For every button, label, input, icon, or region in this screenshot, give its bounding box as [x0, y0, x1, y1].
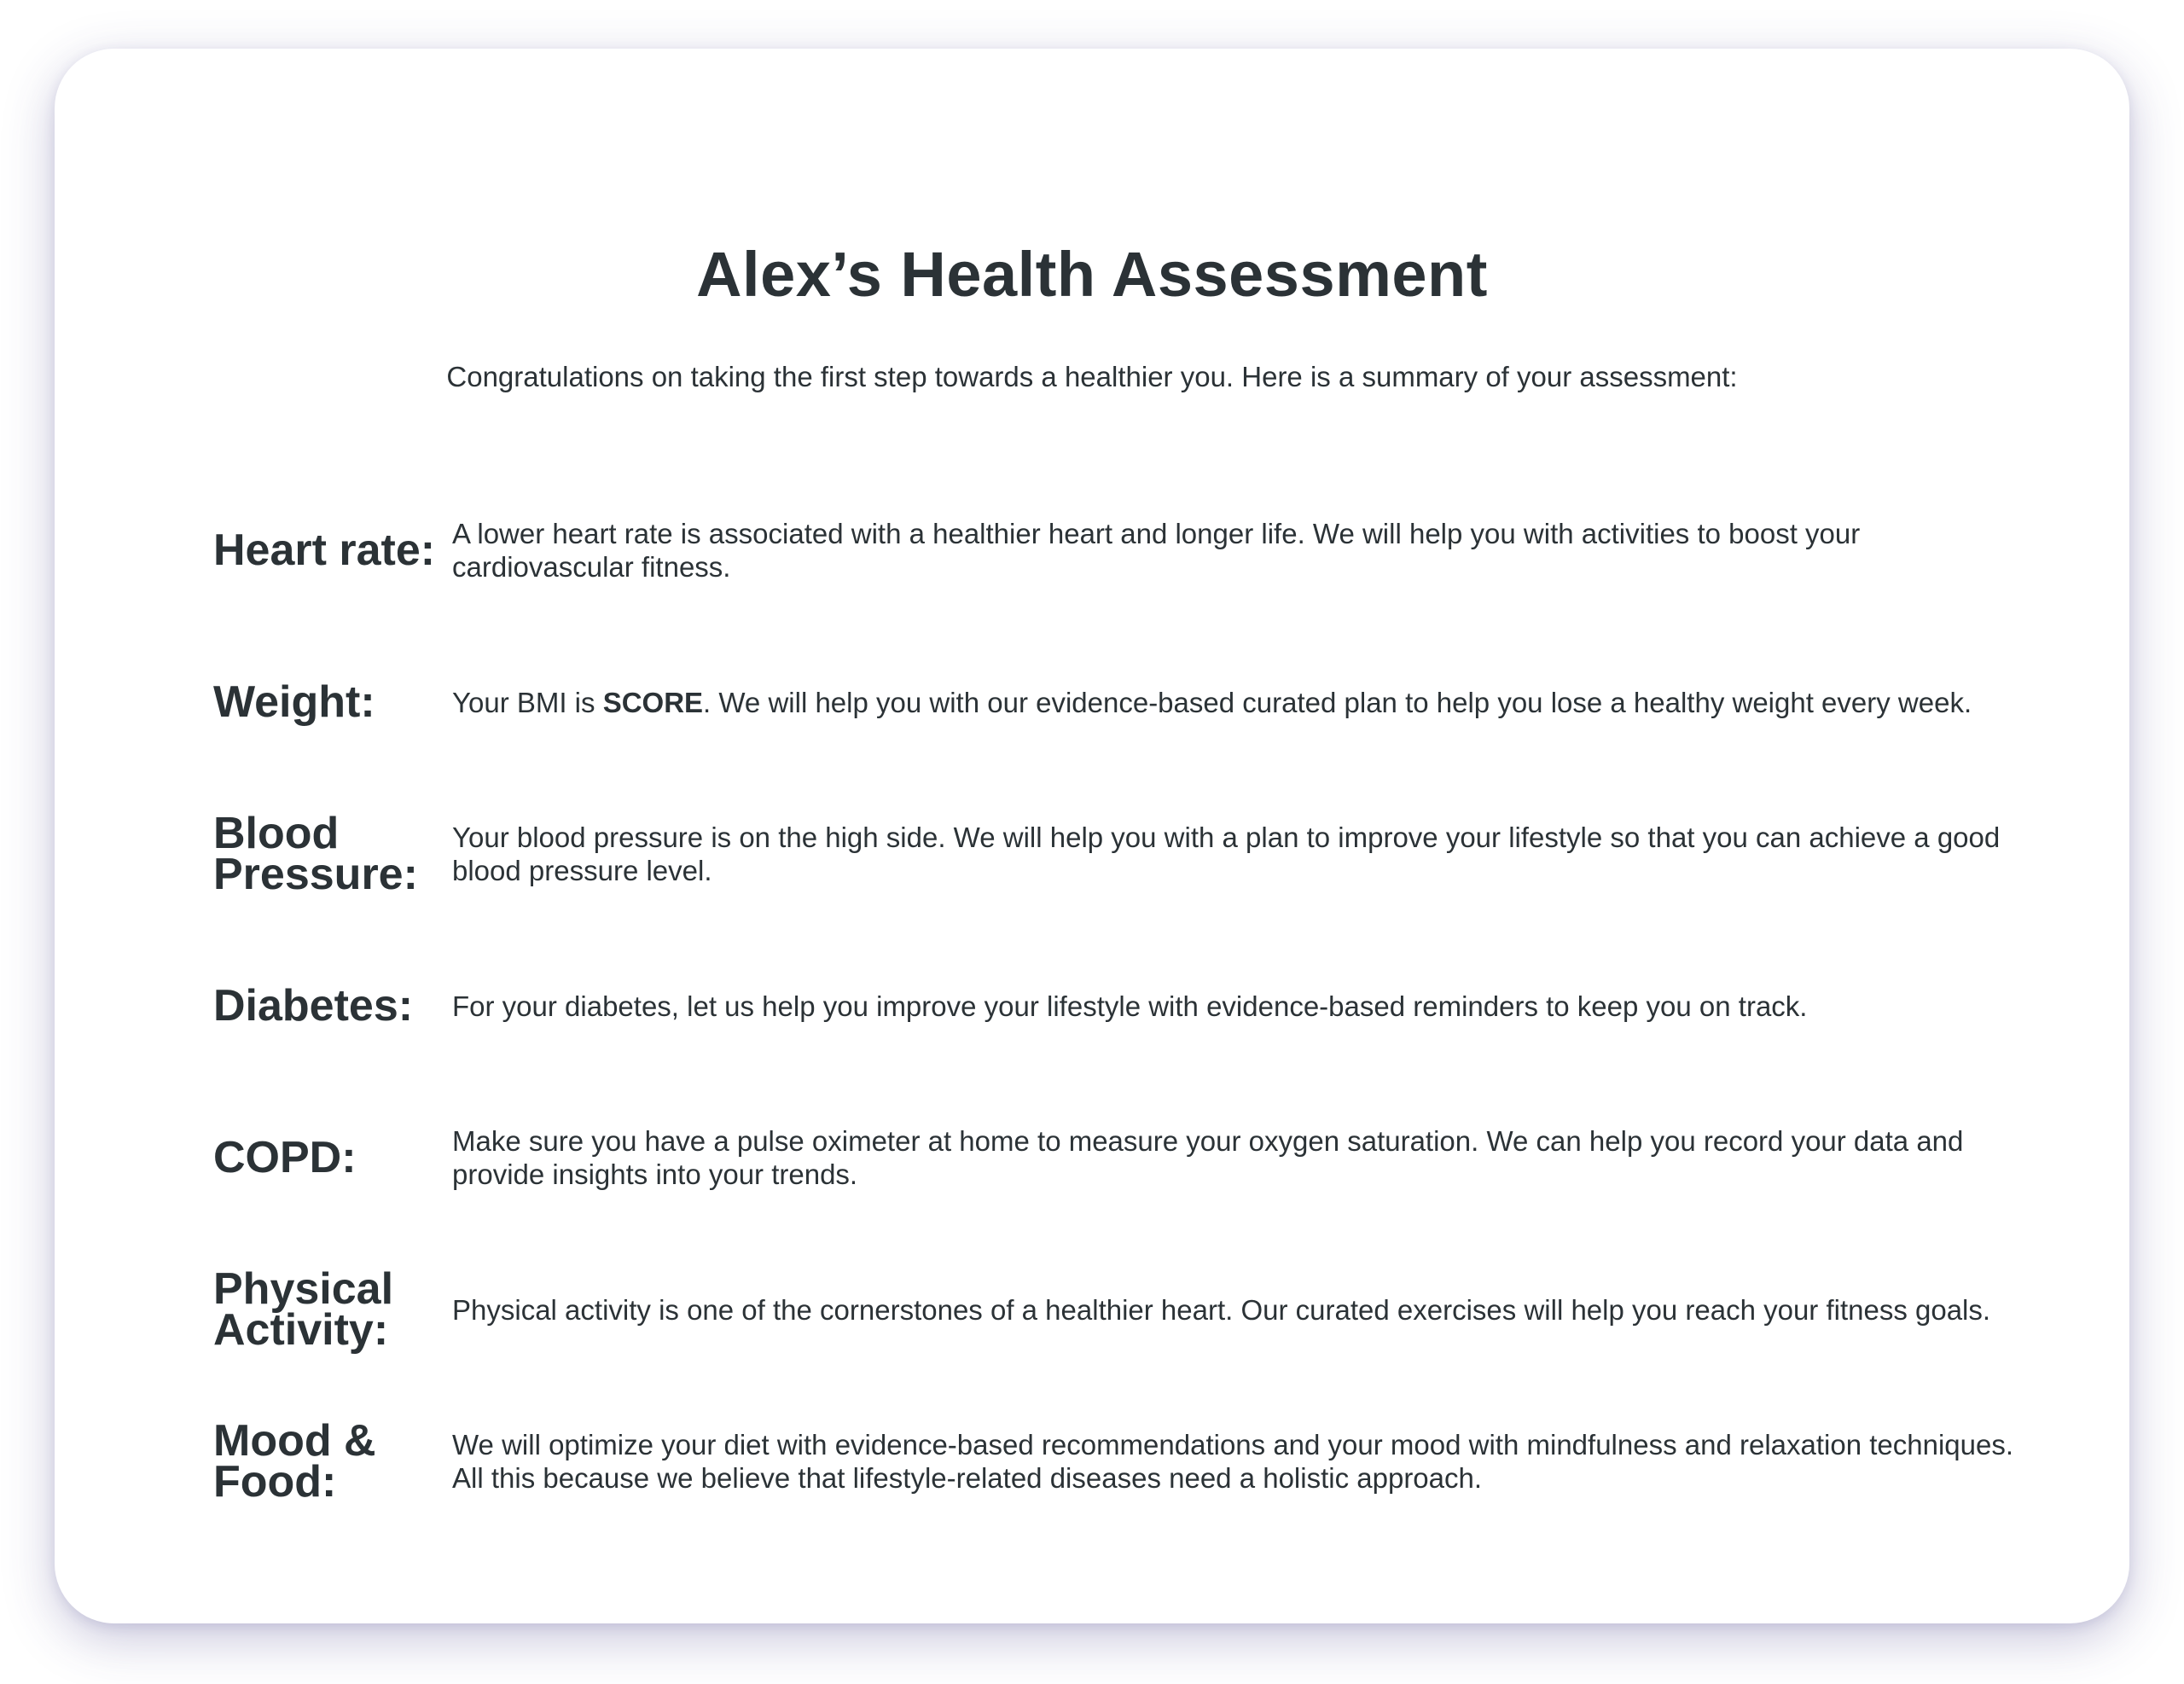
heart-rate-label: Heart rate:: [213, 526, 436, 576]
mood-food-label: Mood & Food:: [213, 1416, 376, 1507]
blood-pressure-label: Blood Pressure:: [213, 809, 418, 899]
copd-label: COPD:: [213, 1133, 357, 1183]
assessment-card: [55, 49, 2129, 1623]
physical-activity-label: Physical Activity:: [213, 1264, 394, 1355]
assessment-row-mood-food: [213, 1386, 2030, 1538]
page-subtitle: Congratulations on taking the first step towards a healthier you. Here is a summary of your assessment:: [446, 361, 1738, 392]
assessment-row-physical-activity: [213, 1234, 2030, 1386]
assessment-row-copd: [213, 1083, 2030, 1234]
assessment-row-blood-pressure: [213, 779, 2030, 931]
copd-description: Make sure you have a pulse oximeter at home to measure your oxygen saturation. We can help you record your data and provide insights into your trends.: [452, 1125, 1964, 1190]
assessment-row-heart-rate: [213, 475, 2030, 627]
bmi-score: SCORE: [602, 686, 704, 718]
assessment-list: [213, 475, 2030, 1538]
weight-description: [452, 687, 2030, 720]
diabetes-label: Diabetes:: [213, 981, 414, 1031]
weight-text-after: . We will help you with our evidence-based curated plan to help you lose a healthy weight every week.: [703, 686, 1972, 718]
assessment-row-diabetes: [213, 931, 2030, 1083]
weight-text-before: Your BMI is: [452, 686, 603, 718]
page-title: Alex’s Health Assessment: [696, 239, 1488, 310]
assessment-row-weight: [213, 627, 2030, 779]
weight-label: Weight:: [213, 677, 375, 728]
physical-activity-description: Physical activity is one of the cornerstones of a healthier heart. Our curated exercises will help you reach your fitness goals.: [452, 1293, 1991, 1326]
heart-rate-description: A lower heart rate is associated with a healthier heart and longer life. We will help you with activities to boost your cardiovascular fitness.: [452, 518, 1861, 583]
blood-pressure-description: Your blood pressure is on the high side. We will help you with a plan to improve your lifestyle so that you can achieve a good blood pressure level.: [452, 822, 2001, 886]
diabetes-description: For your diabetes, let us help you improve your lifestyle with evidence-based reminders to keep you on track.: [452, 990, 1808, 1022]
mood-food-description: We will optimize your diet with evidence-based recommendations and your mood with mindfulness and relaxation techniques. All this because we believe that lifestyle-related diseases need a holistic approach.: [452, 1429, 2014, 1494]
